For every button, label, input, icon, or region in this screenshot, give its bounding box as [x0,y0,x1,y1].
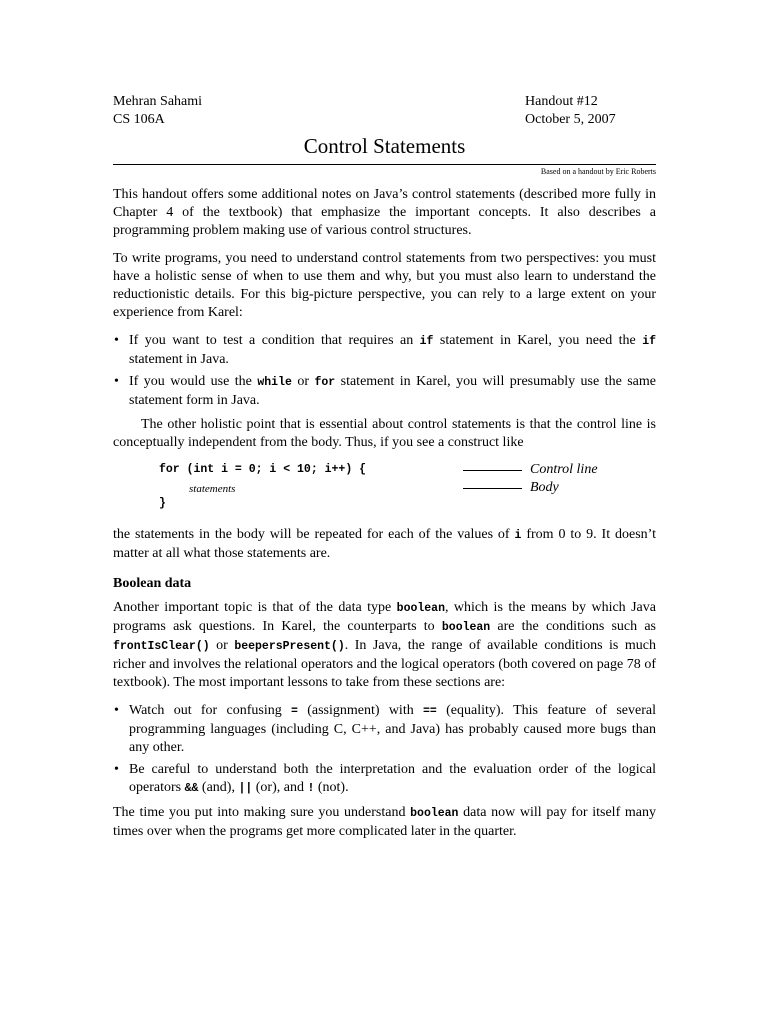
handout-date: October 5, 2007 [525,112,616,127]
intro-paragraph-2: To write programs, you need to understand control statements from two perspectives: you must have a holistic sense of when to use them and why, but you must also learn to understand the reductionistic details. For this big-picture perspective, you can rely to a large extent on your experience from Karel: [113,251,656,320]
course-code: CS 106A [113,112,165,127]
code-control-line: for (int i = 0; i < 10; i++) { [159,463,367,476]
code-example [113,462,656,520]
karel-bullet-list [113,332,656,410]
bullet-icon: • [114,762,119,777]
bullet-icon: • [114,374,119,389]
list-item: • Watch out for confusing = (assignment) with == (equality). This feature of several programming languages (including C, C++, and Java) has probably caused more bugs than any other. [114,703,657,755]
body-leader [463,488,522,489]
title-divider [113,164,656,165]
closing-paragraph: The time you put into making sure you understand boolean data now will pay for itself many times over when the programs get more complicated later in the quarter. [113,805,657,839]
control-line-leader [463,470,522,471]
holistic-paragraph: The other holistic point that is essential about control statements is that the control line is conceptually independent from the body. Thus, if you see a construct like [113,417,656,450]
boolean-paragraph: Another important topic is that of the data type boolean, which is the means by which Java programs ask questions. In Karel, the counterparts to boolean are the conditions such as frontIsClear() or beepersPresent(). In Java, the range of available conditions is much richer and involves the relational operators and the logical operators (both covered on page 78 of textbook). The most important lessons to take from these sections are: [113,600,656,690]
handout-number: Handout #12 [525,94,598,109]
body-label: Body [530,480,559,495]
section-heading-boolean: Boolean data [113,576,192,591]
list-item: • Be careful to understand both the interpretation and the evaluation order of the logical operators && (and), || (or), and ! (not). [114,762,656,795]
list-item: • If you would use the while or for statement in Karel, you will presumably use the same statement form in Java. [114,374,656,408]
bullet-icon: • [114,333,119,348]
code-closing-brace: } [159,497,166,510]
credit-line: Based on a handout by Eric Roberts [540,167,656,176]
page-title: Control Statements [303,134,466,158]
boolean-bullet-list [113,702,656,798]
intro-paragraph-1: This handout offers some additional notes on Java’s control statements (described more fully in Chapter 4 of the textbook) that emphasize the important concepts. It also describes a programming problem making use of various control structures. [113,187,656,238]
after-code-paragraph: the statements in the body will be repeated for each of the values of i from 0 to 9. It doesn’t matter at all what those statements are. [113,527,656,561]
control-line-label: Control line [530,462,598,477]
list-item: • If you want to test a condition that requires an if statement in Karel, you need the if statement in Java. [114,333,656,367]
bullet-icon: • [114,703,119,718]
author-name: Mehran Sahami [113,94,203,109]
document-body [113,186,656,851]
code-statements-placeholder: statements [189,483,236,495]
